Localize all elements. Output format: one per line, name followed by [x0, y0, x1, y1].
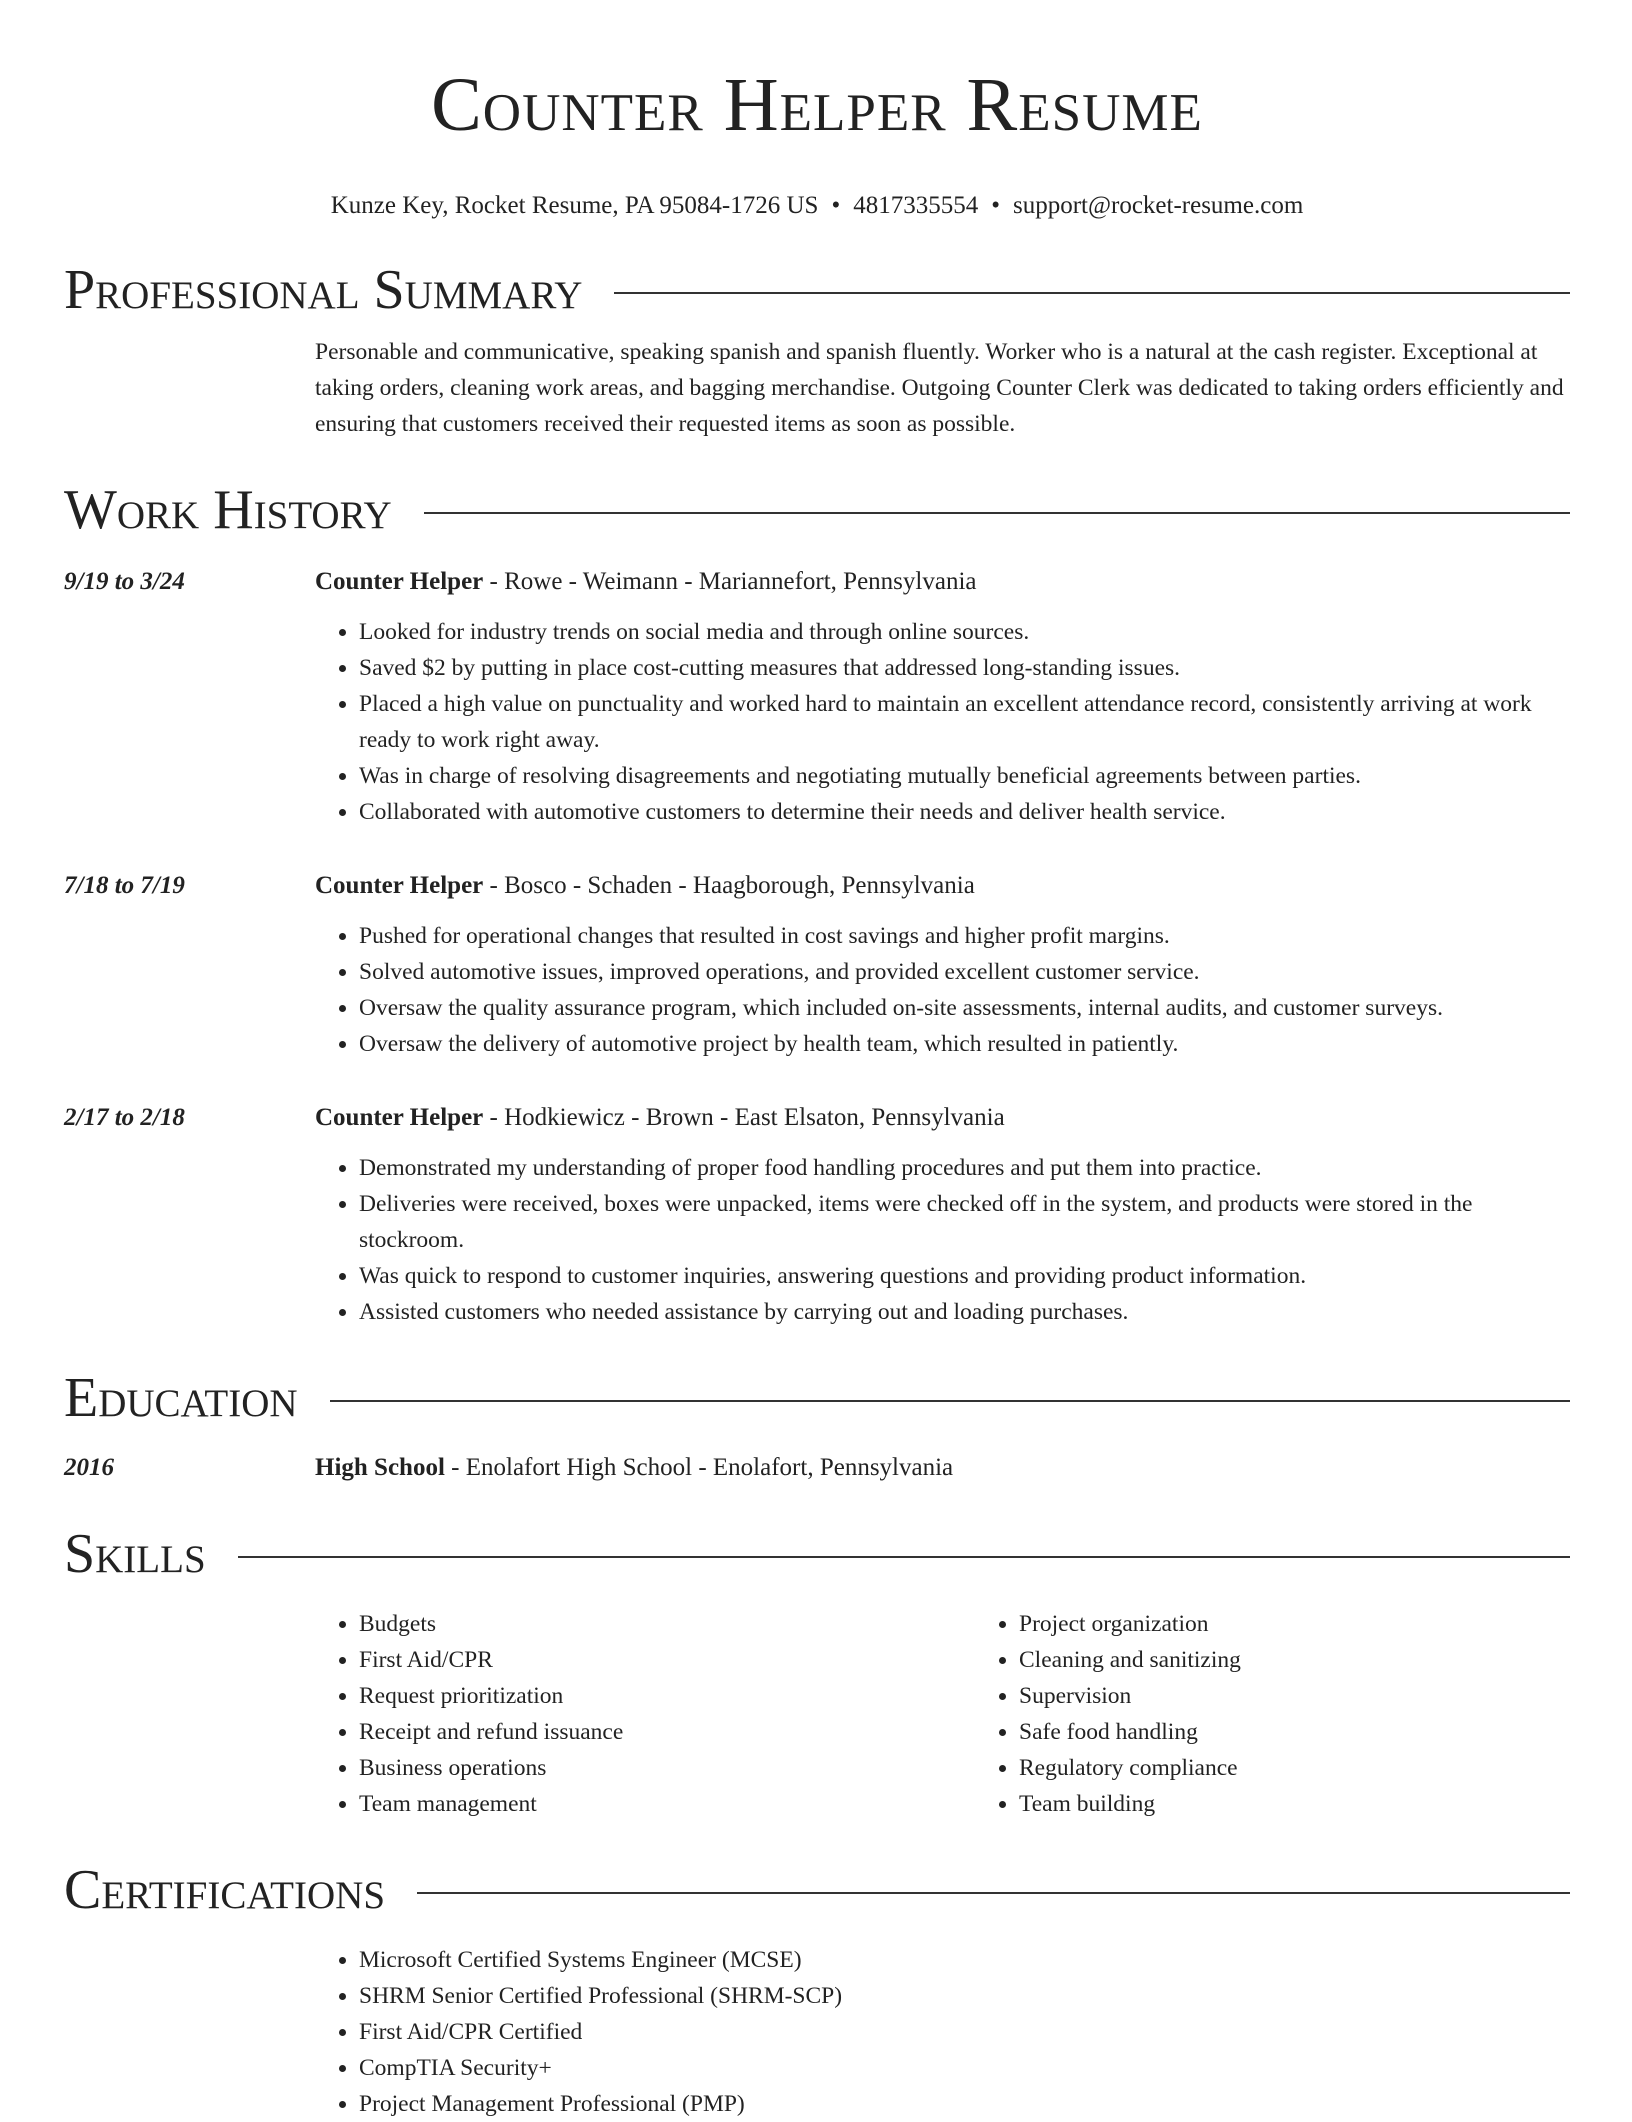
list-item: • Cleaning and sanitizing: [1019, 1642, 1632, 1678]
section-title: Skills: [64, 1523, 206, 1585]
list-item: • Oversaw the quality assurance program, which included on-site assessments, internal audits, and customer surveys.: [359, 990, 1570, 1026]
section-divider: [330, 1400, 1570, 1402]
list-item: • Safe food handling: [1019, 1714, 1632, 1750]
section-heading-skills: [64, 1522, 1570, 1586]
section-title: Work History: [64, 479, 392, 541]
list-item: • Placed a high value on punctuality and worked hard to maintain an excellent attendance record, consistently arriving at work ready to work right away.: [359, 686, 1570, 758]
education-entry: [64, 1450, 1570, 1486]
list-item: • Team management: [359, 1786, 975, 1822]
education-year: 2016: [64, 1454, 114, 1481]
list-item: • Project organization: [1019, 1606, 1632, 1642]
education-heading: [315, 1450, 1570, 1486]
list-item: • Business operations: [359, 1750, 975, 1786]
list-item: • SHRM Senior Certified Professional (SHRM-SCP): [359, 1978, 1570, 2014]
job-heading: [315, 868, 1570, 904]
contact-line: [64, 190, 1570, 222]
summary-block: [64, 334, 1570, 442]
list-item: • Deliveries were received, boxes were unpacked, items were checked off in the system, and products were stored in the stockroom.: [359, 1186, 1570, 1258]
list-item: • Was in charge of resolving disagreements and negotiating mutually beneficial agreements between parties.: [359, 758, 1570, 794]
job-title: Counter Helper: [315, 872, 484, 899]
job-entry: [64, 1100, 1570, 1330]
job-heading: [315, 564, 1570, 600]
skills-block: [64, 1586, 1570, 1822]
skills-column-2: [975, 1606, 1632, 1822]
skills-grid: [315, 1586, 1632, 1822]
contact-separator: •: [831, 192, 841, 219]
summary-text: Personable and communicative, speaking spanish and spanish fluently. Worker who is a natural at the cash register. Exceptional at taking orders, cleaning work areas, and bagging merchandise. Outgoing Counter Clerk was dedicated to taking orders efficiently and ensuring that customers received their requested items as soon as possible.: [315, 339, 1564, 437]
certifications-body: [315, 1922, 1570, 2122]
list-item: • Saved $2 by putting in place cost-cutting measures that addressed long-standing issues.: [359, 650, 1570, 686]
list-item: • Oversaw the delivery of automotive project by health team, which resulted in patiently.: [359, 1026, 1570, 1062]
list-item: • Regulatory compliance: [1019, 1750, 1632, 1786]
job-dates: 2/17 to 2/18: [64, 1104, 185, 1131]
section-divider: [614, 292, 1570, 294]
job-heading: [315, 1100, 1570, 1136]
section-divider: [424, 512, 1570, 514]
education-degree: High School: [315, 1454, 445, 1481]
list-item: • Solved automotive issues, improved operations, and provided excellent customer service.: [359, 954, 1570, 990]
list-item: • Was quick to respond to customer inquiries, answering questions and providing product information.: [359, 1258, 1570, 1294]
list-item: • Collaborated with automotive customers to determine their needs and deliver health service.: [359, 794, 1570, 830]
job-body: [315, 1100, 1570, 1330]
job-bullets: [315, 1150, 1570, 1330]
section-title: Certifications: [64, 1859, 386, 1921]
list-item: • Team building: [1019, 1786, 1632, 1822]
certifications-list: [315, 1942, 1570, 2122]
contact-separator: •: [991, 192, 1000, 219]
job-employer: - Rowe - Weimann - Mariannefort, Pennsylvania: [483, 568, 977, 595]
list-item: • Request prioritization: [359, 1678, 975, 1714]
job-body: [315, 868, 1570, 1062]
list-item: • Budgets: [359, 1606, 975, 1642]
list-item: • Looked for industry trends on social media and through online sources.: [359, 614, 1570, 650]
section-heading-certifications: [64, 1858, 1570, 1922]
job-bullets: [315, 918, 1570, 1062]
list-item: • Assisted customers who needed assistance by carrying out and loading purchases.: [359, 1294, 1570, 1330]
job-body: [315, 564, 1570, 830]
job-entry: [64, 564, 1570, 830]
section-title: Education: [64, 1367, 298, 1429]
contact-email: support@rocket-resume.com: [1012, 192, 1304, 219]
list-item: • Pushed for operational changes that resulted in cost savings and higher profit margins.: [359, 918, 1570, 954]
list-item: • Receipt and refund issuance: [359, 1714, 975, 1750]
job-title: Counter Helper: [315, 1104, 484, 1131]
job-bullets: [315, 614, 1570, 830]
list-item: • First Aid/CPR Certified: [359, 2014, 1570, 2050]
section-divider: [238, 1556, 1570, 1558]
skills-column-1: [315, 1606, 975, 1822]
section-heading-summary: [64, 258, 1570, 322]
job-title: Counter Helper: [315, 568, 484, 595]
job-entry: [64, 868, 1570, 1062]
list-item: • First Aid/CPR: [359, 1642, 975, 1678]
contact-address: Kunze Key, Rocket Resume, PA 95084-1726 US: [330, 192, 819, 219]
list-item: • Supervision: [1019, 1678, 1632, 1714]
list-item: • Project Management Professional (PMP): [359, 2086, 1570, 2122]
certifications-block: [64, 1922, 1570, 2122]
list-item: • CompTIA Security+: [359, 2050, 1570, 2086]
job-employer: - Hodkiewicz - Brown - East Elsaton, Pennsylvania: [483, 1104, 1005, 1131]
job-dates: 7/18 to 7/19: [64, 872, 185, 899]
education-school: - Enolafort High School - Enolafort, Pennsylvania: [444, 1454, 954, 1481]
section-divider: [417, 1892, 1570, 1894]
section-heading-work: [64, 478, 1570, 542]
section-title: Professional Summary: [64, 259, 583, 321]
job-dates: 9/19 to 3/24: [64, 568, 185, 595]
list-item: • Demonstrated my understanding of proper food handling procedures and put them into practice.: [359, 1150, 1570, 1186]
job-employer: - Bosco - Schaden - Haagborough, Pennsylvania: [483, 872, 975, 899]
list-item: • Microsoft Certified Systems Engineer (MCSE): [359, 1942, 1570, 1978]
contact-phone: 4817335554: [853, 192, 979, 219]
section-heading-education: [64, 1366, 1570, 1430]
resume-title: Counter Helper Resume: [431, 63, 1203, 147]
